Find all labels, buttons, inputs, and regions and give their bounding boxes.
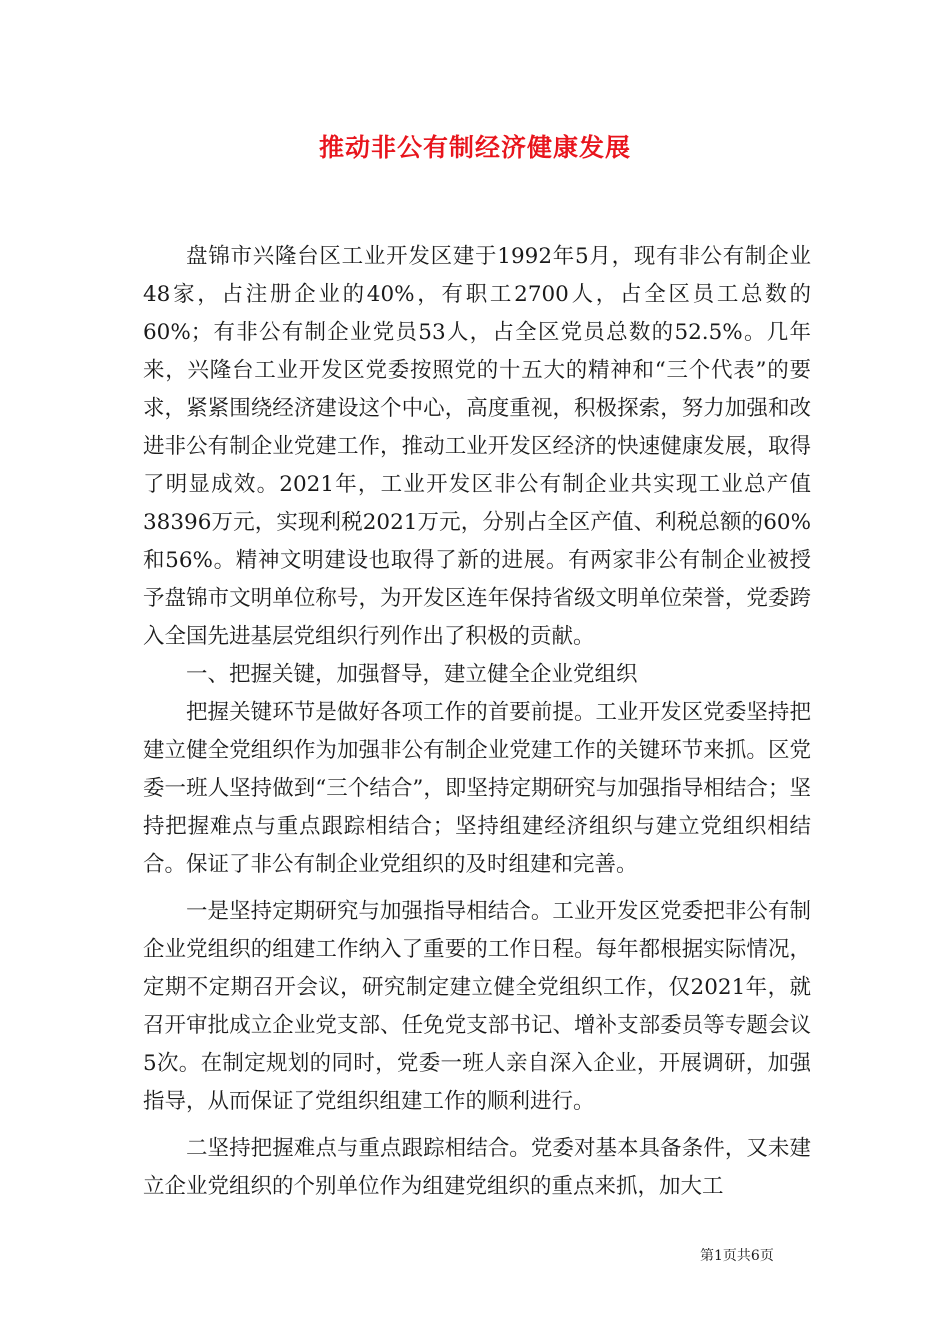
paragraph: 盘锦市兴隆台区工业开发区建于1992年5月，现有非公有制企业48家，占注册企业的40%，有职工2700人，占全区员工总数的60%；有非公有制企业党员53人，占全区党员总数的52.5%。几年来，兴隆台工业开发区党委按照党的十五大的精神和“三个代表”的要求，紧紧围绕经济建设这个中心，高度重视，积极探索，努力加强和改进非公有制企业党建工作，推动工业开发区经济的快速健康发展，取得了明显成效。2021年，工业开发区非公有制企业共实现工业总产值38396万元，实现利税2021万元，分别占全区产值、利税总额的60%和56%。精神文明建设也取得了新的进展。有两家非公有制企业被授予盘锦市文明单位称号，为开发区连年保持省级文明单位荣誉，党委跨入全国先进基层党组织行列作出了积极的贡献。: [143, 244, 811, 649]
document-title: 推动非公有制经济健康发展: [318, 133, 631, 162]
paragraph: 把握关键环节是做好各项工作的首要前提。工业开发区党委坚持把建立健全党组织作为加强非公有制企业党建工作的关键环节来抓。区党委一班人坚持做到“三个结合”，即坚持定期研究与加强指导相结合；坚持把握难点与重点跟踪相结合；坚持组建经济组织与建立党组织相结合。保证了非公有制企业党组织的及时组建和完善。: [143, 700, 811, 877]
section-heading: 一、把握关键，加强督导，建立健全企业党组织: [186, 662, 638, 687]
document-body: [143, 238, 811, 1206]
paragraph: 二坚持把握难点与重点跟踪相结合。党委对基本具备条件，又未建立企业党组织的个别单位作为组建党组织的重点来抓，加大工: [143, 1136, 811, 1199]
page-number: 第1页共6页: [700, 1248, 774, 1264]
paragraph: 一是坚持定期研究与加强指导相结合。工业开发区党委把非公有制企业党组织的组建工作纳入了重要的工作日程。每年都根据实际情况，定期不定期召开会议，研究制定建立健全党组织工作，仅2021年，就召开审批成立企业党支部、任免党支部书记、增补支部委员等专题会议5次。在制定规划的同时，党委一班人亲自深入企业，开展调研，加强指导，从而保证了党组织组建工作的顺利进行。: [143, 899, 811, 1114]
